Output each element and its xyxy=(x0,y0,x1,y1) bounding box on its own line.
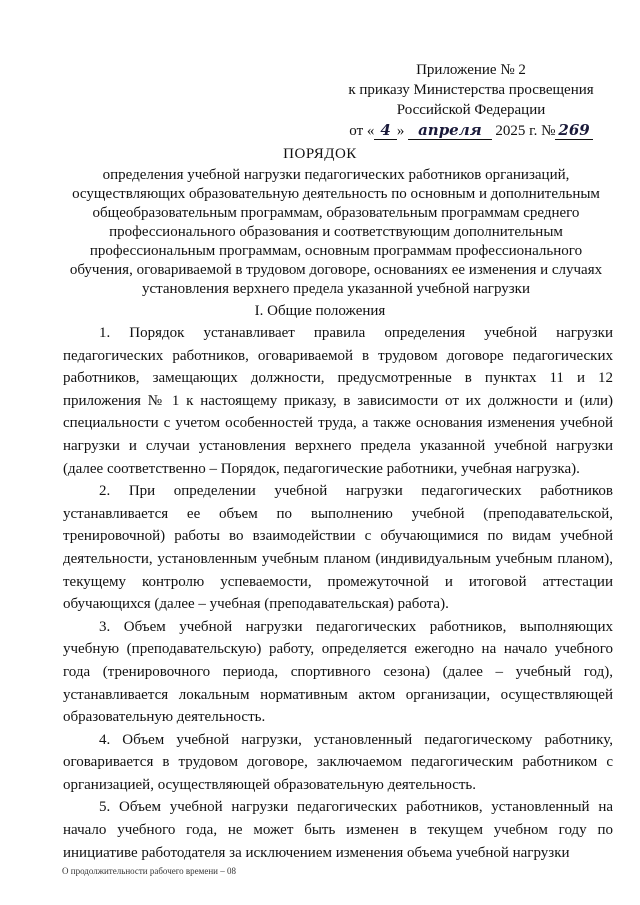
subtitle-line: осуществляющих образовательную деятельность по основным и дополнительным xyxy=(72,186,600,202)
appendix-order-ref: к приказу Министерства просвещения xyxy=(348,82,594,98)
appendix-number: Приложение № 2 xyxy=(416,62,526,78)
paragraph-3: 3. Объем учебной нагрузки педагогических работников, выполняющих учебную (преподавательскую) работу, определяется ежегодно на начало учебного года (тренировочного периода, спортивного сезона) (далее – учебный год), устанавливается локальным нормативным актом организации, осуществляющей образовательную деятельность. xyxy=(63,618,613,726)
subtitle-line: общеобразовательным программам, образовательным программам среднего xyxy=(92,205,580,221)
appendix-header xyxy=(330,60,612,141)
date-mid: » xyxy=(396,123,405,139)
handwritten-day: 4 xyxy=(374,121,396,140)
subtitle-line: установления верхнего предела указанной учебной нагрузки xyxy=(141,281,530,297)
document-title: ПОРЯДОК xyxy=(283,146,357,162)
handwritten-number: 269 xyxy=(555,121,592,140)
document-body xyxy=(63,322,613,864)
subtitle-line: обучения, оговариваемой в трудовом договоре, основаниях ее изменения и случаях xyxy=(69,262,603,278)
section-heading: I. Общие положения xyxy=(254,303,386,319)
year-text: 2025 г. № xyxy=(495,123,556,139)
subtitle-line: определения учебной нагрузки педагогических работников организаций, xyxy=(102,167,570,183)
appendix-country: Российской Федерации xyxy=(396,102,546,118)
subtitle-line: профессионального образования и соответствующим дополнительным xyxy=(109,224,563,240)
paragraph-2: 2. При определении учебной нагрузки педагогических работников устанавливается ее объем по выполнению учебной (преподавательской, тренировочной) работы во взаимодействии с обучающимися по видам учебной деятельности, установленным учебным планом (индивидуальным учебным планом), текущему контролю успеваемости, промежуточной и итоговой аттестации обучающихся (далее – учебная (преподавательская) работа). xyxy=(63,483,613,613)
handwritten-month: апреля xyxy=(408,121,492,140)
document-subtitle xyxy=(56,166,616,299)
subtitle-line: профессиональным программам, основным программам профессионального xyxy=(89,243,583,259)
paragraph-5: 5. Объем учебной нагрузки педагогических работников, установленный на начало учебного года, не может быть изменен в текущем учебном году по инициативе работодателя за исключением изменения объема учебной нагрузки xyxy=(63,799,613,861)
page-footer: О продолжительности рабочего времени – 08 xyxy=(62,866,236,876)
paragraph-1: 1. Порядок устанавливает правила определения учебной нагрузки педагогических работников, оговариваемой в трудовом договоре педагогических работников, замещающих должности, предусмотренные в пунктах 11 и 12 приложения № 1 к настоящему приказу, в зависимости от их должности и (или) специальности с учетом особенностей труда, а также основания изменения учебной нагрузки и случаи установления верхнего предела указанной учебной нагрузки (далее соответственно – Порядок, педагогические работники, учебная нагрузка). xyxy=(63,325,613,477)
appendix-date-line xyxy=(330,120,612,141)
paragraph-4: 4. Объем учебной нагрузки, установленный педагогическому работнику, оговаривается в трудовом договоре, заключаемом педагогическим работником с организацией, осуществляющей образовательную деятельность. xyxy=(63,731,613,793)
date-prefix: от « xyxy=(349,123,375,139)
